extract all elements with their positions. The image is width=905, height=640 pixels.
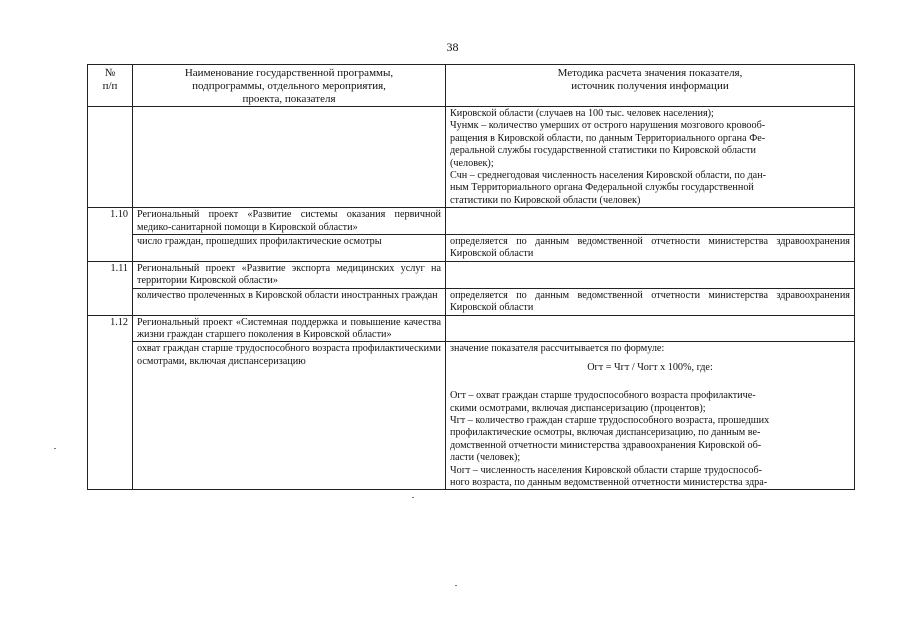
method-line: Чгт – количество граждан старше трудоспособного возраста, прошедших <box>450 414 770 426</box>
row-number: 1.10 <box>88 208 133 262</box>
method-intro: значение показателя рассчитывается по формуле: <box>450 343 665 355</box>
page-number: 38 <box>446 40 459 54</box>
table-row <box>88 107 855 208</box>
header-method <box>446 65 855 107</box>
row-number: 1.12 <box>88 315 133 490</box>
method-line: (человек); <box>450 157 494 169</box>
table-header-row <box>88 65 855 107</box>
indicator-table <box>87 64 855 490</box>
indicator-name: число граждан, прошедших профилактические осмотры <box>133 235 446 262</box>
header-name <box>133 65 446 107</box>
method-line: скими осмотрами, включая диспансеризацию (процентов); <box>450 402 706 414</box>
project-name: Региональный проект «Развитие экспорта медицинских услуг на территории Кировской области» <box>133 261 446 288</box>
project-name: Региональный проект «Развитие системы оказания первичной медико-санитарной помощи в Кировской области» <box>133 208 446 235</box>
scan-speck <box>412 497 414 498</box>
continuation-num-cell <box>88 107 133 208</box>
continuation-name-cell <box>133 107 446 208</box>
method-line: профилактические осмотры, включая диспансеризацию, по данным ве- <box>450 427 761 439</box>
method-line: деральной службы государственной статистики по Кировской области <box>450 145 756 157</box>
method-line: ращения в Кировской области, по данным Территориального органа Фе- <box>450 132 766 144</box>
method-line: статистики по Кировской области (человек) <box>450 194 641 206</box>
indicator-name: количество пролеченных в Кировской области иностранных граждан <box>133 288 446 315</box>
continuation-method-cell <box>446 107 855 208</box>
header-number <box>88 65 133 107</box>
formula: Огт = Чгт / Чогт х 100%, где: <box>587 361 713 373</box>
table-row <box>88 235 855 262</box>
table-row <box>88 315 855 342</box>
method-line: ного возраста, по данным ведомственной отчетности министерства здра- <box>450 476 768 488</box>
project-method-cell <box>446 315 855 342</box>
project-name: Региональный проект «Системная поддержка и повышение качества жизни граждан старшего поколения в Кировской области» <box>133 315 446 342</box>
method-line: домственной отчетности министерства здравоохранения Кировской об- <box>450 439 762 451</box>
header-number-text: № п/п <box>102 67 118 92</box>
table-row <box>88 208 855 235</box>
method-line: Счн – среднегодовая численность населения Кировской области, по дан- <box>450 170 767 182</box>
indicator-method: определяется по данным ведомственной отчетности министерства здравоохранения Кировской области <box>446 288 855 315</box>
project-method-cell <box>446 208 855 235</box>
row-number: 1.11 <box>88 261 133 315</box>
method-line: ласти (человек); <box>450 452 521 464</box>
method-line: Кировской области (случаев на 100 тыс. человек населения); <box>450 108 714 119</box>
method-line: Чунмк – количество умерших от острого нарушения мозгового кровооб- <box>450 120 766 132</box>
indicator-name: охват граждан старше трудоспособного возраста профилактическими осмотрами, включая диспансеризацию <box>133 342 446 490</box>
method-line: Огт – охват граждан старше трудоспособного возраста профилактиче- <box>450 390 756 402</box>
header-method-text: Методика расчета значения показателя, источник получения информации <box>557 67 743 92</box>
indicator-method: определяется по данным ведомственной отчетности министерства здравоохранения Кировской области <box>446 235 855 262</box>
method-line: ным Территориального органа Федеральной службы государственной <box>450 182 754 194</box>
header-name-text: Наименование государственной программы, подпрограммы, отдельного мероприятия, проекта, показателя <box>184 67 394 105</box>
project-method-cell <box>446 261 855 288</box>
table-row <box>88 342 855 490</box>
indicator-method-cell <box>446 342 855 490</box>
method-line: Чогт – численность населения Кировской области старше трудоспособ- <box>450 464 763 476</box>
table-row <box>88 288 855 315</box>
scan-speck <box>54 448 56 449</box>
scan-speck <box>455 585 457 586</box>
table-row <box>88 261 855 288</box>
